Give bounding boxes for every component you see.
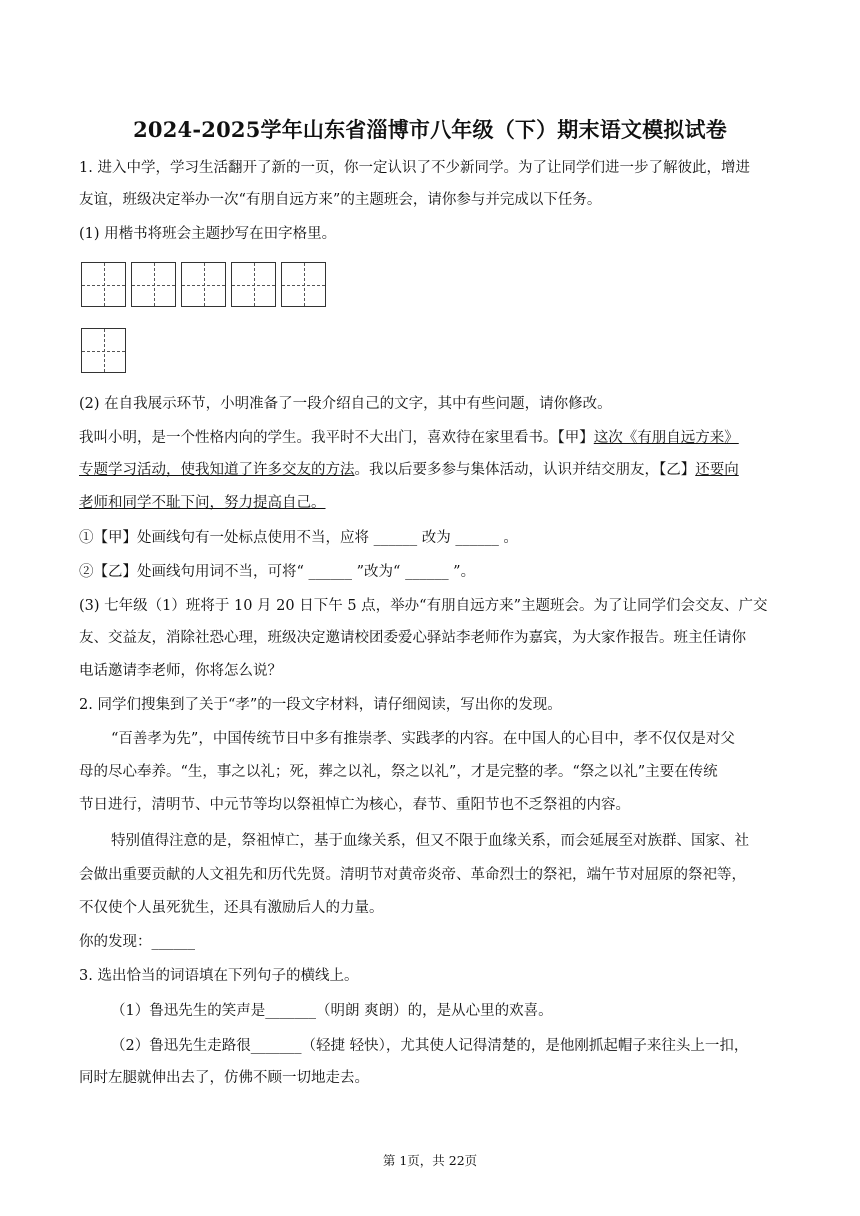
passage-text: 我叫小明，是一个性格内向的学生。我平时不大出门，喜欢待在家里看书。【甲】 xyxy=(79,430,594,446)
q1-part-2: (2) 在自我展示环节，小明准备了一段介绍自己的文字，其中有些问题，请你修改。 xyxy=(79,396,612,412)
q1-part-3-line-3: 电话邀请李老师，你将怎么说？ xyxy=(79,663,282,679)
page-title: 2024-2025学年山东省淄博市八年级（下）期末语文模拟试卷 xyxy=(133,117,727,142)
underlined-sentence-yi: 老师和同学不耻下问，努力提高自己。 xyxy=(79,495,326,511)
tianzige-cell[interactable] xyxy=(131,262,176,307)
tianzige-cell[interactable] xyxy=(81,262,126,307)
passage-line-3 xyxy=(79,493,784,513)
q2-para1-line-2: 母的尽心奉养。“生，事之以礼；死，葬之以礼，祭之以礼”，才是完整的孝。“祭之以礼”主要在传统 xyxy=(79,764,718,780)
q1-intro-line-1: 1. 进入中学，学习生活翻开了新的一页，你一定认识了不少新同学。为了让同学们进一步了解彼此，增进 xyxy=(79,160,750,176)
q3-sentence-2-line-2: 同时左腿就伸出去了，仿佛不顾一切地走去。 xyxy=(79,1070,369,1086)
q1-sub-1: ①【甲】处画线句有一处标点使用不当，应将 ______ 改为 ______ 。 xyxy=(79,530,518,546)
passage-line-2 xyxy=(79,460,784,480)
q1-sub-2: ②【乙】处画线句用词不当，可将“ ______ ”改为“ ______ ”。 xyxy=(79,564,476,580)
q3-sentence-2-line-1: （2）鲁迅先生走路很_______（轻捷 轻快），尤其使人记得清楚的，是他刚抓起帽子来往头上一扣， xyxy=(111,1038,749,1054)
tianzige-cell[interactable] xyxy=(281,262,326,307)
q2-answer: 你的发现：______ xyxy=(79,934,195,950)
q1-intro-line-2: 友谊，班级决定举办一次“有朋自远方来”的主题班会，请你参与并完成以下任务。 xyxy=(79,192,602,208)
q1-part-1: (1) 用楷书将班会主题抄写在田字格里。 xyxy=(79,226,337,242)
underlined-sentence-yi: 还要向 xyxy=(695,462,739,478)
passage-line-1 xyxy=(79,428,784,448)
q3-sentence-1: （1）鲁迅先生的笑声是_______（明朗 爽朗）的，是从心里的欢喜。 xyxy=(111,1003,553,1019)
q2-para1-line-3: 节日进行，清明节、中元节等均以祭祖悼亡为核心，春节、重阳节也不乏祭祖的内容。 xyxy=(79,797,630,813)
tianzige-cell[interactable] xyxy=(181,262,226,307)
underlined-sentence-jia: 专题学习活动，使我知道了许多交友的方法 xyxy=(79,462,355,478)
q1-part-3-line-1: (3) 七年级（1）班将于 10 月 20 日下午 5 点，举办“有朋自远方来”主题班会。为了让同学们会交友、广交 xyxy=(79,598,768,614)
q3-intro: 3. 选出恰当的词语填在下列句子的横线上。 xyxy=(79,968,359,984)
q2-intro: 2. 同学们搜集到了关于“孝”的一段文字材料，请仔细阅读，写出你的发现。 xyxy=(79,697,562,713)
tianzige-cell[interactable] xyxy=(231,262,276,307)
passage-text: 。我以后要多参与集体活动，认识并结交朋友，【乙】 xyxy=(354,462,696,478)
q2-para2-line-2: 会做出重要贡献的人文祖先和历代先贤。清明节对黄帝炎帝、革命烈士的祭祀，端午节对屈原的祭祀等， xyxy=(79,867,746,883)
q2-para2-line-1: 特别值得注意的是，祭祖悼亡，基于血缘关系，但又不限于血缘关系，而会延展至对族群、国家、社 xyxy=(111,833,749,849)
q2-para2-line-3: 不仅使个人虽死犹生，还具有激励后人的力量。 xyxy=(79,900,384,916)
q2-para1-line-1: “百善孝为先”，中国传统节日中多有推崇孝、实践孝的内容。在中国人的心目中，孝不仅仅是对父 xyxy=(111,731,735,747)
q1-part-3-line-2: 友、交益友，消除社恐心理，班级决定邀请校团委爱心驿站李老师作为嘉宾，为大家作报告。班主任请你 xyxy=(79,630,746,646)
underlined-sentence-jia: 这次《有朋自远方来》 xyxy=(593,430,739,446)
page-footer: 第 1页，共 22页 xyxy=(382,1153,478,1168)
tianzige-cell[interactable] xyxy=(81,328,126,373)
